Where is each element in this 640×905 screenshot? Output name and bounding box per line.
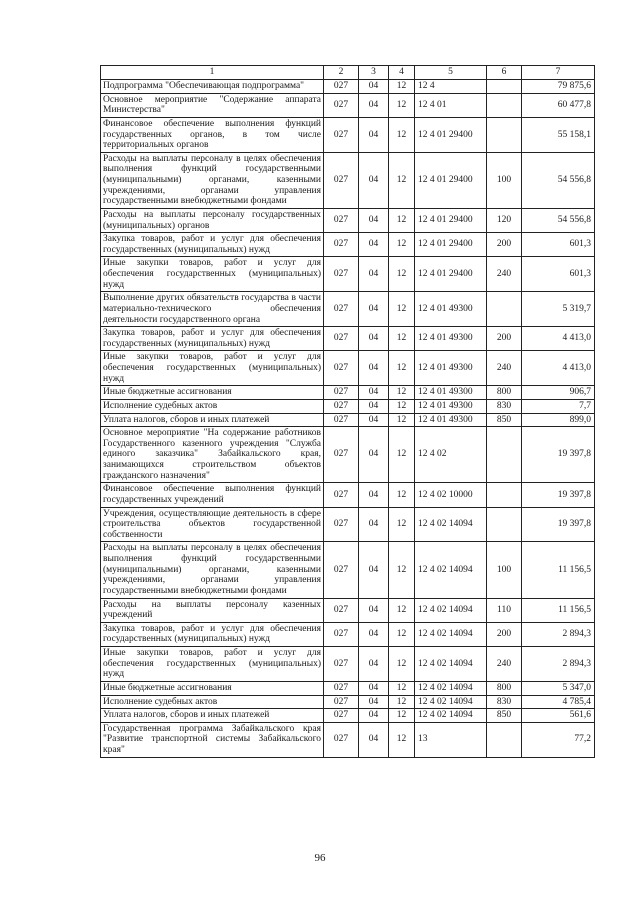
ministry-code-cell: 027 — [324, 483, 359, 507]
expense-name-cell: Уплата налогов, сборов и иных платежей — [101, 413, 324, 427]
subsection-cell: 12 — [389, 598, 415, 622]
ministry-code-cell: 027 — [324, 386, 359, 400]
expense-name-cell: Основное мероприятие "На содержание работников Государственного казенного учреждения "Служба единого заказчика" Забайкальского края, занимающихся строительством объектов гражданского назначения" — [101, 427, 324, 483]
expense-name-cell: Расходы на выплаты персоналу в целях обеспечения выполнения функций государственными (муниципальными) органами, казенными учреждениями, органами управления государственными внебюджетными фондами — [101, 152, 324, 208]
expense-type-cell — [487, 93, 522, 117]
section-cell: 04 — [359, 647, 389, 682]
table-row — [101, 413, 595, 427]
expense-type-cell: 800 — [487, 386, 522, 400]
target-code-cell: 12 4 01 29400 — [415, 152, 487, 208]
table-row — [101, 351, 595, 386]
expense-type-cell: 800 — [487, 681, 522, 695]
target-code-cell: 12 4 01 49300 — [415, 351, 487, 386]
amount-cell: 5 319,7 — [522, 292, 595, 327]
expense-name-cell: Подпрограмма "Обеспечивающая подпрограмма" — [101, 80, 324, 94]
target-code-cell: 12 4 02 14094 — [415, 622, 487, 646]
amount-cell: 19 397,8 — [522, 483, 595, 507]
amount-cell: 906,7 — [522, 386, 595, 400]
ministry-code-cell: 027 — [324, 292, 359, 327]
header-cell: 5 — [415, 66, 487, 80]
subsection-cell: 12 — [389, 386, 415, 400]
subsection-cell: 12 — [389, 483, 415, 507]
table-body — [101, 66, 595, 758]
header-row — [101, 66, 595, 80]
target-code-cell: 12 4 02 14094 — [415, 647, 487, 682]
subsection-cell: 12 — [389, 152, 415, 208]
subsection-cell: 12 — [389, 722, 415, 757]
amount-cell: 5 347,0 — [522, 681, 595, 695]
table-row — [101, 257, 595, 292]
expense-name-cell: Иные бюджетные ассигнования — [101, 681, 324, 695]
table-row — [101, 722, 595, 757]
ministry-code-cell: 027 — [324, 117, 359, 152]
amount-cell: 54 556,8 — [522, 208, 595, 232]
expense-type-cell: 200 — [487, 233, 522, 257]
expense-name-cell: Учреждения, осуществляющие деятельность в сфере строительства объектов государственной собственности — [101, 507, 324, 542]
ministry-code-cell: 027 — [324, 647, 359, 682]
table-row — [101, 681, 595, 695]
subsection-cell: 12 — [389, 351, 415, 386]
section-cell: 04 — [359, 542, 389, 598]
section-cell: 04 — [359, 93, 389, 117]
expense-name-cell: Финансовое обеспечение выполнения функций государственных органов, в том числе территориальных органов — [101, 117, 324, 152]
budget-table — [100, 65, 595, 758]
amount-cell: 2 894,3 — [522, 647, 595, 682]
header-cell: 3 — [359, 66, 389, 80]
expense-name-cell: Основное мероприятие "Содержание аппарата Министерства" — [101, 93, 324, 117]
table-row — [101, 292, 595, 327]
target-code-cell: 12 4 02 10000 — [415, 483, 487, 507]
table-row — [101, 427, 595, 483]
subsection-cell: 12 — [389, 80, 415, 94]
expense-type-cell: 240 — [487, 647, 522, 682]
amount-cell: 19 397,8 — [522, 507, 595, 542]
section-cell: 04 — [359, 507, 389, 542]
amount-cell: 77,2 — [522, 722, 595, 757]
expense-name-cell: Выполнение других обязательств государства в части материально-технического обеспечения деятельности государственного органа — [101, 292, 324, 327]
table-row — [101, 695, 595, 709]
ministry-code-cell: 027 — [324, 622, 359, 646]
subsection-cell: 12 — [389, 622, 415, 646]
amount-cell: 60 477,8 — [522, 93, 595, 117]
expense-type-cell: 850 — [487, 709, 522, 723]
expense-type-cell — [487, 80, 522, 94]
subsection-cell: 12 — [389, 542, 415, 598]
subsection-cell: 12 — [389, 93, 415, 117]
expense-type-cell — [487, 507, 522, 542]
section-cell: 04 — [359, 413, 389, 427]
expense-type-cell: 240 — [487, 351, 522, 386]
target-code-cell: 12 4 01 49300 — [415, 327, 487, 351]
target-code-cell: 12 4 01 29400 — [415, 233, 487, 257]
section-cell: 04 — [359, 327, 389, 351]
ministry-code-cell: 027 — [324, 327, 359, 351]
section-cell: 04 — [359, 681, 389, 695]
ministry-code-cell: 027 — [324, 709, 359, 723]
table-row — [101, 327, 595, 351]
subsection-cell: 12 — [389, 647, 415, 682]
ministry-code-cell: 027 — [324, 722, 359, 757]
target-code-cell: 12 4 01 49300 — [415, 413, 487, 427]
expense-name-cell: Расходы на выплаты персоналу государственных (муниципальных) органов — [101, 208, 324, 232]
section-cell: 04 — [359, 598, 389, 622]
expense-type-cell: 100 — [487, 152, 522, 208]
amount-cell: 11 156,5 — [522, 542, 595, 598]
target-code-cell: 12 4 02 14094 — [415, 598, 487, 622]
table-row — [101, 507, 595, 542]
amount-cell: 79 875,6 — [522, 80, 595, 94]
expense-name-cell: Расходы на выплаты персоналу казенных учреждений — [101, 598, 324, 622]
target-code-cell: 12 4 02 14094 — [415, 709, 487, 723]
ministry-code-cell: 027 — [324, 93, 359, 117]
expense-type-cell — [487, 117, 522, 152]
section-cell: 04 — [359, 386, 389, 400]
ministry-code-cell: 027 — [324, 233, 359, 257]
table-row — [101, 647, 595, 682]
target-code-cell: 12 4 01 29400 — [415, 208, 487, 232]
expense-name-cell: Расходы на выплаты персоналу в целях обеспечения выполнения функций государственными (муниципальными) органами, казенными учреждениями, органами управления государственными внебюджетными фондами — [101, 542, 324, 598]
subsection-cell: 12 — [389, 695, 415, 709]
amount-cell: 561,6 — [522, 709, 595, 723]
expense-type-cell: 830 — [487, 399, 522, 413]
expense-type-cell — [487, 427, 522, 483]
section-cell: 04 — [359, 208, 389, 232]
section-cell: 04 — [359, 427, 389, 483]
expense-type-cell — [487, 722, 522, 757]
expense-type-cell: 200 — [487, 327, 522, 351]
subsection-cell: 12 — [389, 681, 415, 695]
ministry-code-cell: 027 — [324, 427, 359, 483]
amount-cell: 19 397,8 — [522, 427, 595, 483]
amount-cell: 4 785,4 — [522, 695, 595, 709]
expense-name-cell: Иные бюджетные ассигнования — [101, 386, 324, 400]
ministry-code-cell: 027 — [324, 257, 359, 292]
subsection-cell: 12 — [389, 507, 415, 542]
target-code-cell: 12 4 01 49300 — [415, 386, 487, 400]
table-row — [101, 598, 595, 622]
table-row — [101, 399, 595, 413]
ministry-code-cell: 027 — [324, 152, 359, 208]
expense-name-cell: Исполнение судебных актов — [101, 399, 324, 413]
expense-type-cell: 110 — [487, 598, 522, 622]
target-code-cell: 12 4 01 29400 — [415, 117, 487, 152]
table-row — [101, 542, 595, 598]
ministry-code-cell: 027 — [324, 413, 359, 427]
expense-name-cell: Финансовое обеспечение выполнения функций государственных учреждений — [101, 483, 324, 507]
target-code-cell: 12 4 01 49300 — [415, 399, 487, 413]
expense-type-cell: 830 — [487, 695, 522, 709]
target-code-cell: 12 4 — [415, 80, 487, 94]
section-cell: 04 — [359, 709, 389, 723]
header-cell: 1 — [101, 66, 324, 80]
subsection-cell: 12 — [389, 709, 415, 723]
amount-cell: 601,3 — [522, 233, 595, 257]
amount-cell: 4 413,0 — [522, 327, 595, 351]
section-cell: 04 — [359, 483, 389, 507]
ministry-code-cell: 027 — [324, 695, 359, 709]
expense-name-cell: Закупка товаров, работ и услуг для обеспечения государственных (муниципальных) нужд — [101, 622, 324, 646]
target-code-cell: 12 4 02 14094 — [415, 695, 487, 709]
amount-cell: 7,7 — [522, 399, 595, 413]
subsection-cell: 12 — [389, 399, 415, 413]
target-code-cell: 12 4 02 — [415, 427, 487, 483]
target-code-cell: 12 4 01 29400 — [415, 257, 487, 292]
section-cell: 04 — [359, 695, 389, 709]
expense-name-cell: Закупка товаров, работ и услуг для обеспечения государственных (муниципальных) нужд — [101, 233, 324, 257]
subsection-cell: 12 — [389, 327, 415, 351]
expense-name-cell: Иные закупки товаров, работ и услуг для обеспечения государственных (муниципальных) нужд — [101, 647, 324, 682]
target-code-cell: 12 4 02 14094 — [415, 542, 487, 598]
table-row — [101, 709, 595, 723]
header-cell: 2 — [324, 66, 359, 80]
subsection-cell: 12 — [389, 208, 415, 232]
subsection-cell: 12 — [389, 233, 415, 257]
amount-cell: 54 556,8 — [522, 152, 595, 208]
expense-name-cell: Уплата налогов, сборов и иных платежей — [101, 709, 324, 723]
ministry-code-cell: 027 — [324, 208, 359, 232]
section-cell: 04 — [359, 722, 389, 757]
section-cell: 04 — [359, 257, 389, 292]
expense-type-cell: 120 — [487, 208, 522, 232]
table-row — [101, 152, 595, 208]
ministry-code-cell: 027 — [324, 80, 359, 94]
header-cell: 4 — [389, 66, 415, 80]
expense-name-cell: Иные закупки товаров, работ и услуг для обеспечения государственных (муниципальных) нужд — [101, 257, 324, 292]
ministry-code-cell: 027 — [324, 351, 359, 386]
expense-type-cell: 100 — [487, 542, 522, 598]
ministry-code-cell: 027 — [324, 681, 359, 695]
subsection-cell: 12 — [389, 413, 415, 427]
target-code-cell: 12 4 02 14094 — [415, 507, 487, 542]
section-cell: 04 — [359, 117, 389, 152]
section-cell: 04 — [359, 292, 389, 327]
ministry-code-cell: 027 — [324, 598, 359, 622]
subsection-cell: 12 — [389, 427, 415, 483]
expense-name-cell: Закупка товаров, работ и услуг для обеспечения государственных (муниципальных) нужд — [101, 327, 324, 351]
subsection-cell: 12 — [389, 117, 415, 152]
table-row — [101, 483, 595, 507]
target-code-cell: 12 4 01 49300 — [415, 292, 487, 327]
section-cell: 04 — [359, 80, 389, 94]
table-row — [101, 386, 595, 400]
expense-type-cell: 240 — [487, 257, 522, 292]
ministry-code-cell: 027 — [324, 507, 359, 542]
table-row — [101, 233, 595, 257]
subsection-cell: 12 — [389, 292, 415, 327]
ministry-code-cell: 027 — [324, 399, 359, 413]
table-row — [101, 80, 595, 94]
expense-type-cell — [487, 292, 522, 327]
page-number: 96 — [314, 852, 326, 864]
table-row — [101, 117, 595, 152]
target-code-cell: 12 4 01 — [415, 93, 487, 117]
expense-type-cell: 850 — [487, 413, 522, 427]
header-cell: 7 — [522, 66, 595, 80]
expense-name-cell: Исполнение судебных актов — [101, 695, 324, 709]
target-code-cell: 13 — [415, 722, 487, 757]
section-cell: 04 — [359, 399, 389, 413]
section-cell: 04 — [359, 233, 389, 257]
table-row — [101, 93, 595, 117]
amount-cell: 11 156,5 — [522, 598, 595, 622]
target-code-cell: 12 4 02 14094 — [415, 681, 487, 695]
amount-cell: 2 894,3 — [522, 622, 595, 646]
ministry-code-cell: 027 — [324, 542, 359, 598]
header-cell: 6 — [487, 66, 522, 80]
amount-cell: 55 158,1 — [522, 117, 595, 152]
amount-cell: 601,3 — [522, 257, 595, 292]
amount-cell: 899,0 — [522, 413, 595, 427]
subsection-cell: 12 — [389, 257, 415, 292]
expense-name-cell: Государственная программа Забайкальского края "Развитие транспортной системы Забайкальского края" — [101, 722, 324, 757]
expense-name-cell: Иные закупки товаров, работ и услуг для обеспечения государственных (муниципальных) нужд — [101, 351, 324, 386]
section-cell: 04 — [359, 351, 389, 386]
section-cell: 04 — [359, 152, 389, 208]
section-cell: 04 — [359, 622, 389, 646]
amount-cell: 4 413,0 — [522, 351, 595, 386]
expense-type-cell — [487, 483, 522, 507]
table-row — [101, 208, 595, 232]
expense-type-cell: 200 — [487, 622, 522, 646]
table-row — [101, 622, 595, 646]
